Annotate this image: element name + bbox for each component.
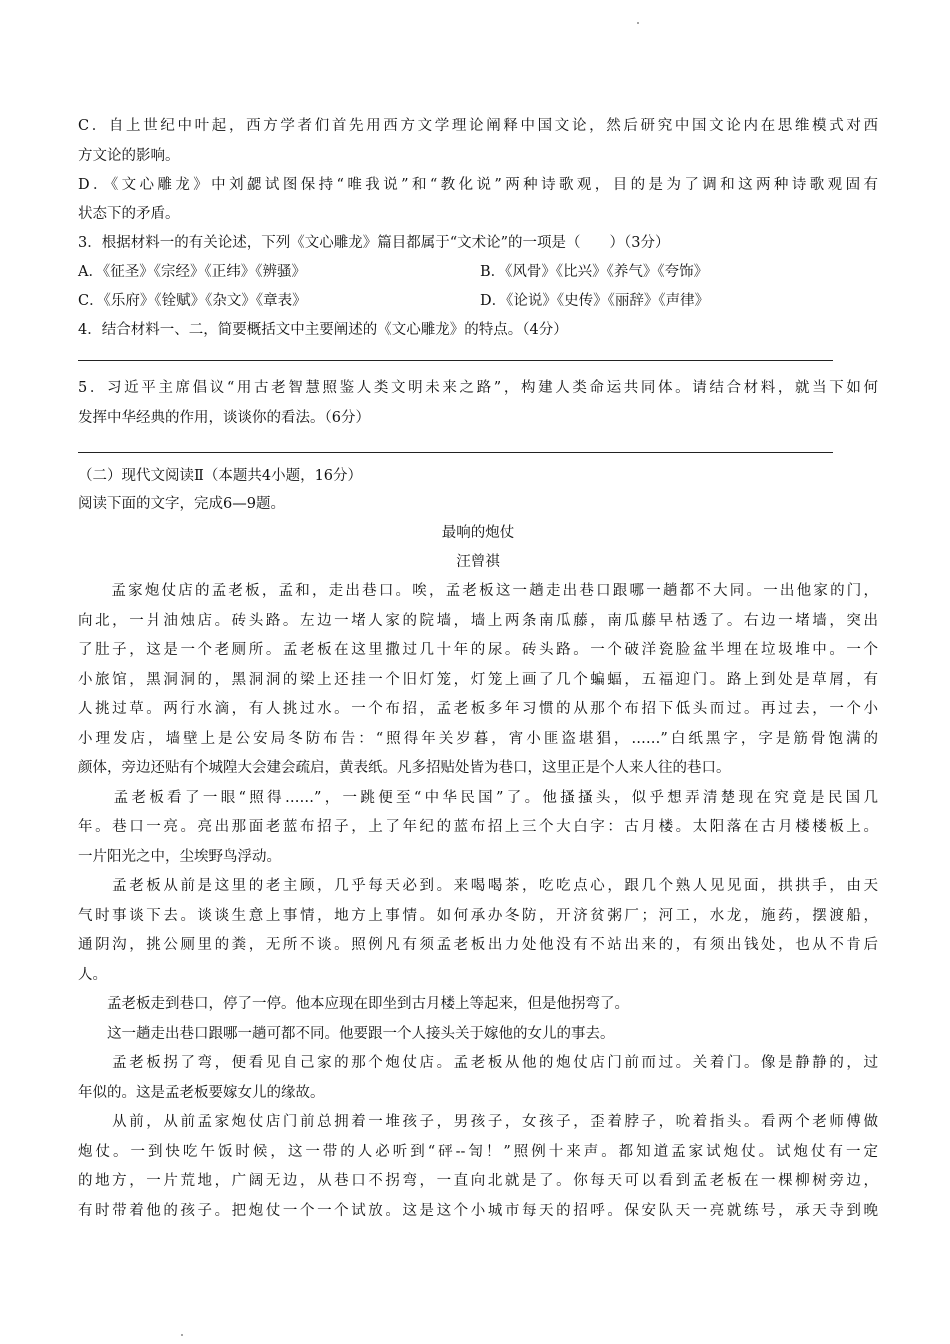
passage-line: 孟家炮仗店的孟老板，孟和，走出巷口。唉，孟老板这一趟走出巷口跟哪一趟都不大同。一出他家的门，: [78, 583, 878, 599]
passage-line: 人。: [78, 967, 107, 983]
passage-line: 了肚子，这是一个老厕所。孟老板在这里撒过几十年的尿。砖头路。一个破洋瓷脸盆半埋在垃圾堆中。一个: [78, 642, 878, 658]
passage-line: 向北，一爿油烛店。砖头路。左边一堵人家的院墙，墙上两条南瓜藤，南瓜藤早枯透了。右边一堵墙，突出: [78, 613, 878, 629]
passage-line: 一片阳光之中，尘埃野鸟浮动。: [78, 849, 281, 865]
scan-speck: [637, 22, 639, 24]
passage-line: 孟老板走到巷口，停了一停。他本应现在即坐到古月楼上等起来，但是他拐弯了。: [78, 996, 629, 1012]
passage-line: 孟老板拐了弯，便看见自己家的那个炮仗店。孟老板从他的炮仗店门前而过。关着门。像是静静的，过: [78, 1055, 878, 1071]
article-author: 汪曾祺: [456, 554, 500, 570]
passage-line: 通阴沟，挑公厕里的粪，无所不谈。照例凡有须孟老板出力处他没有不站出来的，有须出钱处，也从不肯后: [78, 937, 878, 953]
question-3-stem: 3．根据材料一的有关论述，下列《文心雕龙》篇目都属于“文术论”的一项是（ ）（3分）: [78, 235, 670, 251]
passage-line: 人挑过草。两行水滴，有人挑过水。一个布招，孟老板多年习惯的从那个布招下低头而过。再过去，一个小: [78, 701, 878, 717]
question-3-option-c: C．《乐府》《铨赋》《杂文》《章表》: [78, 293, 307, 309]
question-3-option-d: D．《论说》《史传》《丽辞》《声律》: [480, 293, 710, 309]
question-3-option-a: A．《征圣》《宗经》《正纬》《辨骚》: [78, 264, 306, 280]
question-5-line-1: 5．习近平主席倡议“用古老智慧照鉴人类文明未来之路”，构建人类命运共同体。请结合材料，就当下如何: [78, 380, 878, 396]
passage-line: 小旅馆，黑洞洞的，黑洞洞的梁上还挂一个旧灯笼，灯笼上画了几个蝙蝠，五福迎门。路上到处是草屑，有: [78, 672, 878, 688]
option-c-line-1: C．自上世纪中叶起，西方学者们首先用西方文学理论阐释中国文论，然后研究中国文论内在思维模式对西: [78, 118, 878, 134]
passage-line: 从前，从前孟家炮仗店门前总拥着一堆孩子，男孩子，女孩子，歪着脖子，吮着指头。看两个老师傅做: [78, 1114, 878, 1130]
answer-line-q5[interactable]: [78, 452, 833, 453]
passage-line: 的地方，一片荒地，广阔无边，从巷口不拐弯，一直向北就是了。你每天可以看到孟老板在一棵柳树旁边，: [78, 1173, 878, 1189]
passage-line: 有时带着他的孩子。把炮仗一个一个试放。这是这个小城市每天的招呼。保安队天一亮就练号，承天寺到晚: [78, 1203, 878, 1219]
passage-line: 小理发店，墙壁上是公安局冬防布告：“照得年关岁暮，宵小匪盗堪猖，……”白纸黑字，字是筋骨饱满的: [78, 731, 878, 747]
passage-line: 年。巷口一亮。亮出那面老蓝布招子，上了年纪的蓝布招上三个大白字：古月楼。太阳落在古月楼楼板上。: [78, 819, 878, 835]
question-4-stem: 4．结合材料一、二，简要概括文中主要阐述的《文心雕龙》的特点。（4分）: [78, 322, 568, 338]
passage-line: 炮仗。一到快吃午饭时候，这一带的人必听到“砰--訇！”照例十来声。都知道孟家试炮仗。试炮仗有一定: [78, 1144, 878, 1160]
answer-line-q4[interactable]: [78, 360, 833, 361]
passage-line: 孟老板看了一眼“照得……”，一跳便至“中华民国”了。他搔搔头，似乎想弄清楚现在究竟是民国几: [78, 790, 878, 806]
option-d-line-1: D．《文心雕龙》中刘勰试图保持“唯我说”和“教化说”两种诗歌观，目的是为了调和这两种诗歌观固有: [78, 177, 878, 193]
section-heading: （二）现代文阅读Ⅱ（本题共4小题，16分）: [78, 468, 363, 484]
question-5-line-2: 发挥中华经典的作用，谈谈你的看法。（6分）: [78, 410, 370, 426]
passage-line: 孟老板从前是这里的老主顾，几乎每天必到。来喝喝茶，吃吃点心，跟几个熟人见见面，拱拱手，由天: [78, 878, 878, 894]
passage-line: 气时事谈下去。谈谈生意上事情，地方上事情。如何承办冬防，开济贫粥厂；河工，水龙，施药，摆渡船，: [78, 908, 878, 924]
question-3-option-b: B．《风骨》《比兴》《养气》《夸饰》: [480, 264, 709, 280]
scan-speck: [181, 1334, 183, 1336]
option-d-line-2: 状态下的矛盾。: [78, 206, 180, 222]
section-instruction: 阅读下面的文字，完成6—9题。: [78, 496, 285, 512]
passage-line: 颜体，旁边还贴有个城隍大会建会疏启，黄表纸。凡多招贴处皆为巷口，这里正是个人来人往的巷口。: [78, 760, 731, 776]
passage-line: 年似的。这是孟老板要嫁女儿的缘故。: [78, 1085, 325, 1101]
article-title: 最响的炮仗: [441, 525, 515, 541]
passage-line: 这一趟走出巷口跟哪一趟可都不同。他要跟一个人接头关于嫁他的女儿的事去。: [78, 1026, 615, 1042]
option-c-line-2: 方文论的影响。: [78, 148, 180, 164]
